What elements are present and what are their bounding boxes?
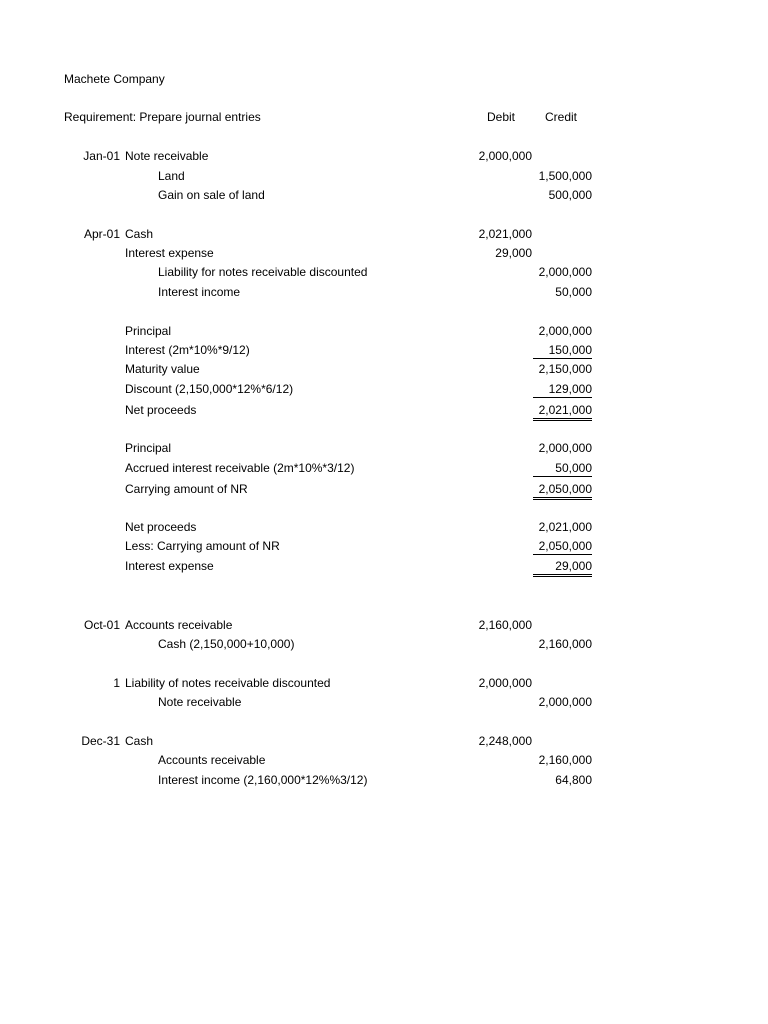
apr-dr2-amount: 29,000 bbox=[495, 246, 532, 260]
calc1-label: Discount (2,150,000*12%*6/12) bbox=[125, 382, 294, 396]
company-name: Machete Company bbox=[64, 72, 165, 86]
calc2-amount: 2,000,000 bbox=[538, 441, 592, 455]
dec-cr2-amount: 64,800 bbox=[555, 773, 592, 787]
jan-cr2-amount: 500,000 bbox=[548, 188, 592, 202]
calc1-amount: 2,150,000 bbox=[538, 362, 592, 376]
jan-cr1-amount: 1,500,000 bbox=[538, 169, 592, 183]
apr-dr1-amount: 2,021,000 bbox=[478, 227, 532, 241]
oct2-entry-number: 1 bbox=[113, 676, 120, 690]
calc3-amount: 2,050,000 bbox=[533, 538, 592, 555]
apr-dr1-account: Cash bbox=[125, 227, 154, 241]
apr-cr1-amount: 2,000,000 bbox=[538, 265, 592, 279]
dec-cr2-account: Interest income (2,160,000*12%%3/12) bbox=[158, 773, 368, 787]
credit-header: Credit bbox=[545, 110, 578, 124]
oct-dr1-account: Accounts receivable bbox=[125, 618, 233, 632]
dec-dr1-amount: 2,248,000 bbox=[478, 734, 532, 748]
calc2-amount: 2,050,000 bbox=[533, 481, 592, 500]
calc2-amount: 50,000 bbox=[533, 460, 592, 477]
calc3-amount: 29,000 bbox=[533, 558, 592, 577]
debit-header: Debit bbox=[487, 110, 516, 124]
jan-cr2-account: Gain on sale of land bbox=[158, 188, 265, 202]
calc1-amount: 2,021,000 bbox=[533, 402, 592, 421]
oct2-cr1-amount: 2,000,000 bbox=[538, 695, 592, 709]
oct-date: Oct-01 bbox=[83, 618, 120, 632]
apr-cr2-account: Interest income bbox=[158, 285, 241, 299]
oct-dr1-amount: 2,160,000 bbox=[478, 618, 532, 632]
calc1-amount: 150,000 bbox=[533, 342, 592, 359]
jan-dr1-account: Note receivable bbox=[125, 149, 209, 163]
calc2-label: Principal bbox=[125, 441, 172, 455]
dec-cr1-account: Accounts receivable bbox=[158, 753, 266, 767]
jan-dr1-amount: 2,000,000 bbox=[478, 149, 532, 163]
oct2-dr1-account: Liability of notes receivable discounted bbox=[125, 676, 331, 690]
dec-date: Dec-31 bbox=[81, 734, 120, 748]
apr-cr1-account: Liability for notes receivable discounted bbox=[158, 265, 368, 279]
requirement-title: Requirement: Prepare journal entries bbox=[64, 110, 261, 124]
calc1-amount: 129,000 bbox=[533, 381, 592, 398]
calc3-label: Net proceeds bbox=[125, 520, 197, 534]
calc3-label: Interest expense bbox=[125, 559, 214, 573]
oct2-cr1-account: Note receivable bbox=[158, 695, 242, 709]
apr-cr2-amount: 50,000 bbox=[555, 285, 592, 299]
apr-dr2-account: Interest expense bbox=[125, 246, 214, 260]
calc1-label: Interest (2m*10%*9/12) bbox=[125, 343, 250, 357]
calc2-label: Carrying amount of NR bbox=[125, 482, 248, 496]
calc3-label: Less: Carrying amount of NR bbox=[125, 539, 280, 553]
jan-date: Jan-01 bbox=[83, 149, 120, 163]
calc2-label: Accrued interest receivable (2m*10%*3/12) bbox=[125, 461, 355, 475]
dec-cr1-amount: 2,160,000 bbox=[538, 753, 592, 767]
oct2-dr1-amount: 2,000,000 bbox=[478, 676, 532, 690]
dec-dr1-account: Cash bbox=[125, 734, 154, 748]
calc1-label: Maturity value bbox=[125, 362, 200, 376]
calc3-amount: 2,021,000 bbox=[538, 520, 592, 534]
oct-cr1-amount: 2,160,000 bbox=[538, 637, 592, 651]
calc1-label: Net proceeds bbox=[125, 403, 197, 417]
calc1-amount: 2,000,000 bbox=[538, 324, 592, 338]
calc1-label: Principal bbox=[125, 324, 172, 338]
jan-cr1-account: Land bbox=[158, 169, 185, 183]
oct-cr1-account: Cash (2,150,000+10,000) bbox=[158, 637, 295, 651]
apr-date: Apr-01 bbox=[83, 227, 120, 241]
